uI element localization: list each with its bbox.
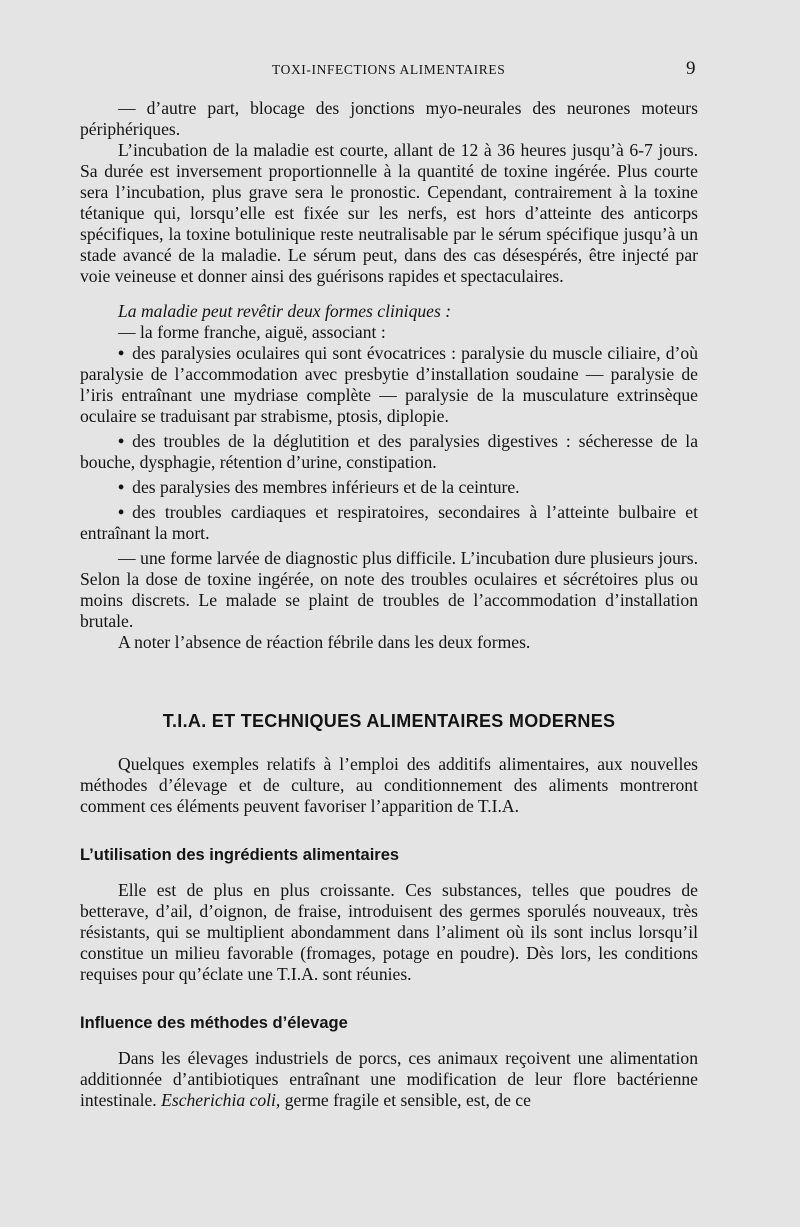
bullet-paralysies-membres: • des paralysies des membres inférieurs et de la ceinture.: [80, 477, 698, 498]
paragraph-incubation: L’incubation de la maladie est courte, allant de 12 à 36 heures jusqu’à 6-7 jours. Sa durée est inversement proportionnelle à la quantité de toxine ingérée. Plus courte sera l’incubation, plus grave sera le pronostic. Cependant, contrairement à la toxine tétanique qui, lorsqu’elle est fixée sur les nerfs, est hors d’atteinte des anticorps spécifiques, la toxine botulinique reste neutralisable par le sérum spécifique jusqu’à un stade avancé de la maladie. Le sérum peut, dans des cas désespérés, être injecté par voie veineuse et donner ainsi des guérisons rapides et spectaculaires.: [80, 140, 698, 286]
bullet-troubles-deglutition: • des troubles de la déglutition et des paralysies digestives : sécheresse de la bouche, dysphagie, rétention d’urine, constipation.: [80, 431, 698, 473]
escherichia-coli-term: Escherichia coli,: [161, 1090, 281, 1110]
section-title: T.I.A. ET TECHNIQUES ALIMENTAIRES MODERNES: [162, 711, 616, 731]
body-text: [80, 98, 698, 1115]
paragraph-forme-franche: — la forme franche, aiguë, associant :: [118, 322, 386, 342]
subsection-title-ingredients: L’utilisation des ingrédients alimentaires: [80, 846, 400, 864]
subsection-text-elevage: [80, 1048, 698, 1111]
subsection-title-elevage: Influence des méthodes d’élevage: [80, 1014, 348, 1032]
section-intro: Quelques exemples relatifs à l’emploi des additifs alimentaires, aux nouvelles méthodes d’élevage et de culture, au conditionnement des aliments montreront comment ces éléments peuvent favoriser l’apparition de T.I.A.: [80, 754, 698, 816]
paragraph-formes-cliniques: La maladie peut revêtir deux formes cliniques :: [118, 301, 452, 321]
page-number: 9: [686, 58, 696, 79]
subsection-text-ingredients: Elle est de plus en plus croissante. Ces substances, telles que poudres de betterave, d’ail, d’oignon, de fraise, introduisent des germes sporulés nouveaux, très résistants, qui se multiplient abondamment dans l’aliment où ils sont inclus lorsqu’il constitue un milieu favorable (fromages, potage en poudre). Dès lors, les conditions requises pour qu’éclate une T.I.A. sont réunies.: [80, 880, 698, 984]
bullet-paralysies-oculaires: • des paralysies oculaires qui sont évocatrices : paralysie du muscle ciliaire, d’où paralysie de l’accommodation avec presbytie d’installation soudaine — paralysie de l’iris entraînant une mydriase complète — paralysie de la musculature extrinsèque oculaire se traduisant par strabisme, ptosis, diplopie.: [80, 343, 698, 427]
elevage-text-start: Dans les élevages industriels de porcs, ces animaux reçoivent une alimentation additionnée d’antibiotiques entraînant une modification de leur flore bactérienne intestinale.: [80, 1048, 698, 1110]
paragraph-forme-larvee: — une forme larvée de diagnostic plus difficile. L’incubation dure plusieurs jours. Selon la dose de toxine ingérée, on note des troubles oculaires et sécrétoires plus ou moins discrets. Le malade se plaint de troubles de l’accommodation d’installation brutale.: [80, 548, 698, 631]
running-title: TOXI-INFECTIONS ALIMENTAIRES: [272, 62, 506, 77]
paragraph-absence-reaction: A noter l’absence de réaction fébrile dans les deux formes.: [118, 632, 531, 652]
page-header: [0, 58, 800, 82]
bullet-troubles-cardiaques: • des troubles cardiaques et respiratoires, secondaires à l’atteinte bulbaire et entraînant la mort.: [80, 502, 698, 544]
elevage-text-end: germe fragile et sensible, est, de ce: [280, 1090, 531, 1110]
paragraph-blocage: — d’autre part, blocage des jonctions myo-neurales des neurones moteurs périphériques.: [80, 98, 698, 139]
